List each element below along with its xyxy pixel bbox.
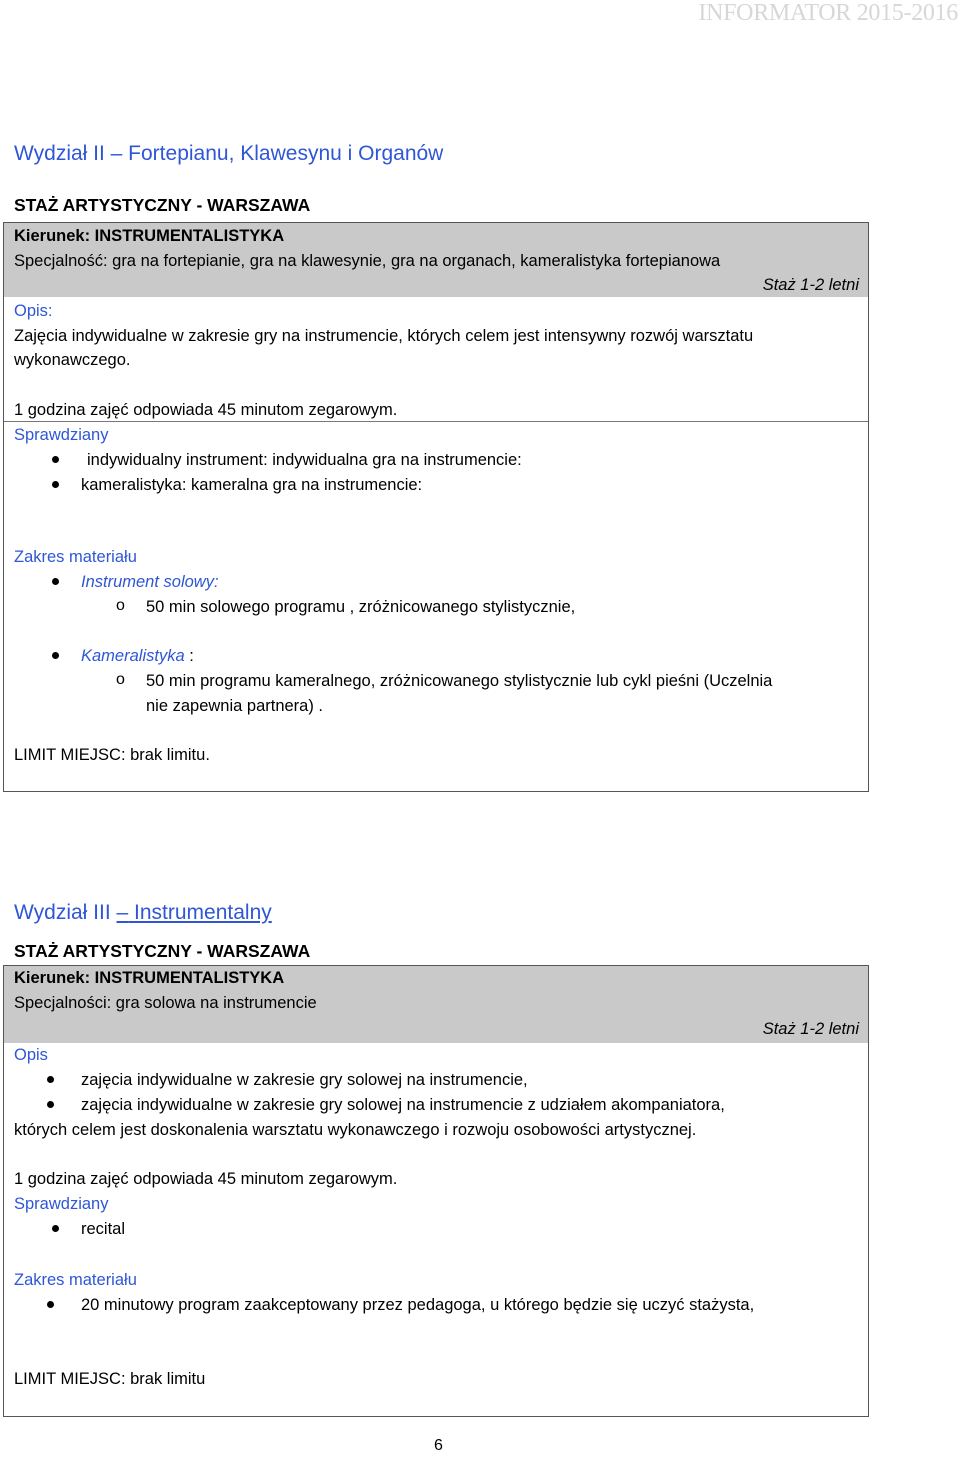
staz-heading: STAŻ ARTYSTYCZNY - WARSZAWA	[14, 195, 311, 215]
kameralistyka-item-line-1: 50 min programu kameralnego, zróżnicowanego stylistycznie lub cykl pieśni (Uczelnia	[146, 672, 773, 690]
program-box-2	[3, 965, 869, 1417]
bullet-icon	[52, 578, 59, 585]
bullet-icon	[47, 1301, 54, 1308]
staz-heading: STAŻ ARTYSTYCZNY - WARSZAWA	[14, 941, 311, 961]
instrument-solowy-item: 50 min solowego programu , zróżnicowanego stylistycznie,	[146, 598, 576, 616]
opis-label: Opis:	[14, 302, 53, 320]
opis-item: zajęcia indywidualne w zakresie gry solowej na instrumencie z udziałem akompaniatora,	[81, 1096, 725, 1114]
zakres-label: Zakres materiału	[14, 548, 137, 566]
faculty-dash: –	[116, 901, 129, 924]
sub-bullet-marker: o	[116, 597, 125, 614]
hour-note: 1 godzina zajęć odpowiada 45 minutom zegarowym.	[14, 401, 398, 419]
bullet-icon	[52, 1225, 59, 1232]
sprawdzian-item: kameralistyka: kameralna gra na instrumencie:	[81, 476, 423, 494]
kierunek-label: Kierunek: INSTRUMENTALISTYKA	[14, 227, 285, 245]
sprawdzian-item: indywidualny instrument: indywidualna gra na instrumencie:	[87, 451, 522, 469]
kameralistyka-colon: :	[184, 647, 194, 665]
staz-duration: Staż 1-2 letni	[762, 1020, 859, 1038]
faculty-rest: Instrumentalny	[128, 901, 272, 924]
opis-label: Opis	[14, 1046, 48, 1064]
staz-duration: Staż 1-2 letni	[762, 276, 859, 294]
sub-bullet-marker: o	[116, 671, 125, 688]
zakres-item: 20 minutowy program zaakceptowany przez pedagoga, u którego będzie się uczyć stażysta,	[81, 1296, 755, 1314]
opis-text-line-2: wykonawczego.	[14, 351, 131, 369]
program-box-1	[3, 222, 869, 792]
opis-item: zajęcia indywidualne w zakresie gry solowej na instrumencie,	[81, 1071, 528, 1089]
running-header-title: INFORMATOR 2015-2016	[698, 0, 958, 26]
kameralistyka-heading	[81, 644, 194, 669]
faculty-heading-ii: Wydział II – Fortepianu, Klawesynu i Organów	[14, 142, 444, 165]
bullet-icon	[47, 1101, 54, 1108]
faculty-heading-iii	[14, 900, 272, 926]
page-number: 6	[434, 1437, 443, 1454]
kierunek-label: Kierunek: INSTRUMENTALISTYKA	[14, 969, 285, 987]
opis-text-line-1: Zajęcia indywidualne w zakresie gry na instrumencie, których celem jest intensywny rozwój warsztatu	[14, 327, 754, 345]
kameralistyka-item-line-2: nie zapewnia partnera) .	[146, 697, 324, 715]
bullet-icon	[47, 1076, 54, 1083]
divider	[4, 421, 868, 422]
faculty-prefix: Wydział III	[14, 901, 117, 924]
sprawdzian-item: recital	[81, 1220, 126, 1238]
limit-miejsc: LIMIT MIEJSC: brak limitu.	[14, 746, 210, 764]
zakres-label: Zakres materiału	[14, 1271, 137, 1289]
bullet-icon	[52, 456, 59, 463]
hour-note: 1 godzina zajęć odpowiada 45 minutom zegarowym.	[14, 1170, 398, 1188]
bullet-icon	[52, 481, 59, 488]
limit-miejsc: LIMIT MIEJSC: brak limitu	[14, 1370, 206, 1388]
specjalnosc-text: Specjalność: gra na fortepianie, gra na klawesynie, gra na organach, kameralistyka fortepianowa	[14, 252, 721, 270]
kameralistyka-label: Kameralistyka	[81, 647, 185, 665]
sprawdziany-label: Sprawdziany	[14, 1195, 109, 1213]
opis-continuation: których celem jest doskonalenia warsztatu wykonawczego i rozwoju osobowości artystycznej.	[14, 1121, 697, 1139]
bullet-icon	[52, 652, 59, 659]
specjalnosci-text: Specjalności: gra solowa na instrumencie	[14, 994, 317, 1012]
instrument-solowy-label: Instrument solowy:	[81, 573, 219, 591]
sprawdziany-label: Sprawdziany	[14, 426, 109, 444]
